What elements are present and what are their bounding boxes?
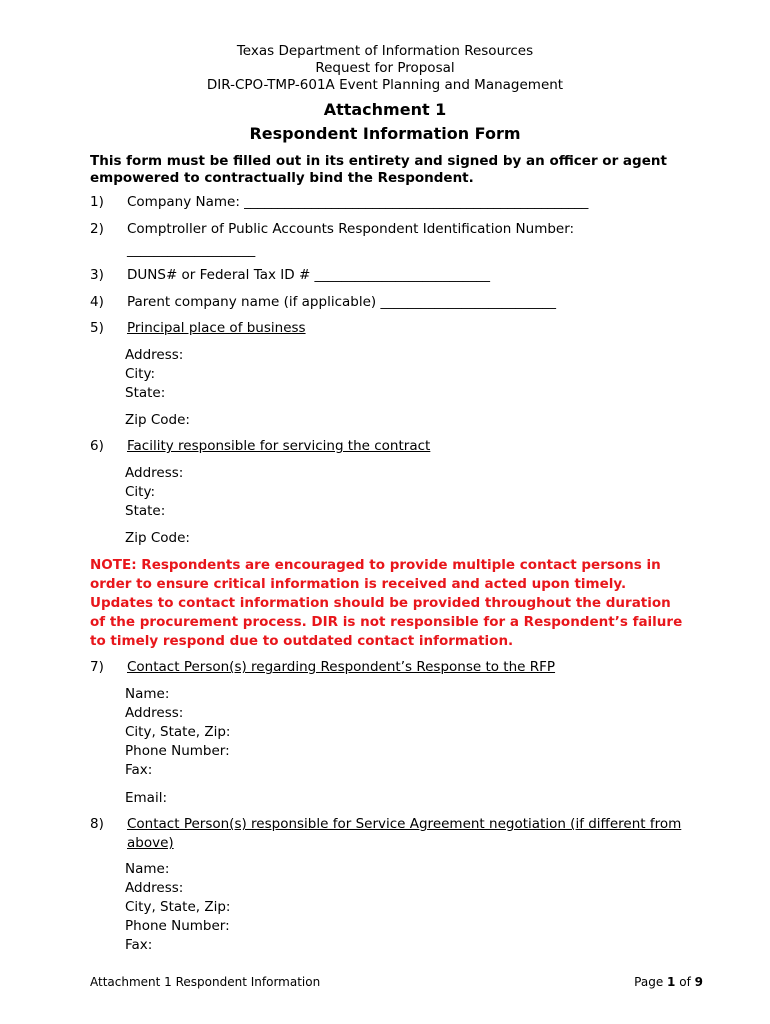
principal-state-label: State: [125, 385, 166, 401]
note-line-2: order to ensure critical information is received and acted upon timely. [90, 576, 627, 592]
negotiation-contact-fax-label: Fax: [125, 937, 153, 953]
rfp-contact-name-label: Name: [125, 686, 170, 702]
item-4-number: 4) [90, 294, 104, 310]
rfp-contact-address-label: Address: [125, 705, 184, 721]
note-line-4: of the procurement process. DIR is not responsible for a Respondent’s failure [90, 614, 683, 630]
note-line-1: NOTE: Respondents are encouraged to provide multiple contact persons in [90, 557, 661, 573]
item-1-number: 1) [90, 194, 104, 210]
rfp-contact-csz-label: City, State, Zip: [125, 724, 231, 740]
page-indicator [634, 973, 703, 991]
page-number: 1 [667, 975, 676, 989]
facility-city-label: City: [125, 484, 156, 500]
note-line-5: to timely respond due to outdated contact information. [90, 633, 514, 649]
principal-zip-label: Zip Code: [125, 412, 190, 428]
item-6-number: 6) [90, 438, 104, 454]
company-name-field: Company Name: ___________________________________________________ [127, 194, 589, 210]
duns-field: DUNS# or Federal Tax ID # __________________________ [127, 267, 491, 283]
item-5-number: 5) [90, 320, 104, 336]
header-line-3: DIR-CPO-TMP-601A Event Planning and Management [206, 77, 564, 93]
item-7-number: 7) [90, 659, 104, 675]
facility-state-label: State: [125, 503, 166, 519]
item-8-number: 8) [90, 816, 104, 832]
footer-title: Attachment 1 Respondent Information [90, 975, 321, 989]
principal-address-label: Address: [125, 347, 184, 363]
rfp-contact-email-label: Email: [125, 790, 168, 806]
rfp-contact-phone-label: Phone Number: [125, 743, 230, 759]
header-line-1: Texas Department of Information Resources [236, 43, 534, 59]
item-2-number: 2) [90, 221, 104, 237]
rfp-contact-heading: Contact Person(s) regarding Respondent’s Response to the RFP [127, 659, 556, 675]
negotiation-contact-heading-2: above) [127, 835, 174, 851]
rfp-contact-fax-label: Fax: [125, 762, 153, 778]
negotiation-contact-phone-label: Phone Number: [125, 918, 230, 934]
of-label: of [679, 975, 691, 989]
negotiation-contact-address-label: Address: [125, 880, 184, 896]
intro-line-2: empowered to contractually bind the Respondent. [90, 170, 474, 186]
facility-address-label: Address: [125, 465, 184, 481]
title-form: Respondent Information Form [249, 124, 521, 143]
facility-zip-label: Zip Code: [125, 530, 190, 546]
intro-line-1: This form must be filled out in its entirety and signed by an officer or agent [90, 153, 667, 169]
principal-place-heading: Principal place of business [127, 320, 306, 336]
negotiation-contact-name-label: Name: [125, 861, 170, 877]
item-3-number: 3) [90, 267, 104, 283]
facility-heading: Facility responsible for servicing the contract [127, 438, 431, 454]
comptroller-id-blank: ___________________ [127, 242, 256, 258]
page-label: Page [634, 975, 664, 989]
parent-company-field: Parent company name (if applicable) __________________________ [127, 294, 556, 310]
principal-city-label: City: [125, 366, 156, 382]
total-pages: 9 [694, 975, 703, 989]
header-line-2: Request for Proposal [315, 60, 455, 76]
note-line-3: Updates to contact information should be provided throughout the duration [90, 595, 671, 611]
comptroller-id-label: Comptroller of Public Accounts Respondent Identification Number: [127, 221, 575, 237]
negotiation-contact-csz-label: City, State, Zip: [125, 899, 231, 915]
negotiation-contact-heading-1: Contact Person(s) responsible for Service Agreement negotiation (if different from [127, 816, 682, 832]
title-attachment: Attachment 1 [323, 100, 447, 119]
